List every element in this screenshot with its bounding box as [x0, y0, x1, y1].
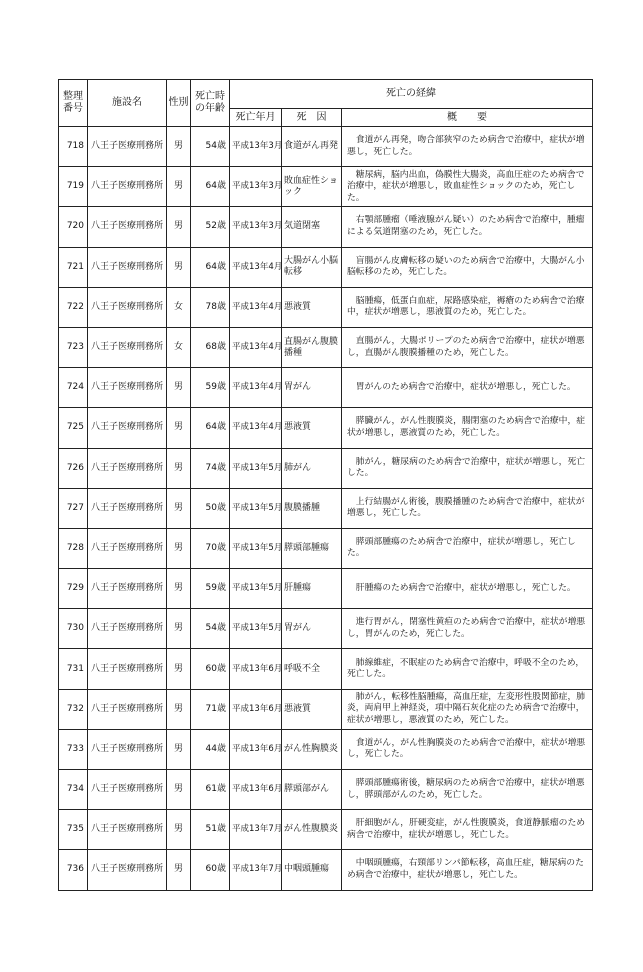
- age-at-death-cell: [191, 609, 230, 649]
- row-number-text: 727: [66, 502, 84, 513]
- row-number-cell: [59, 287, 88, 327]
- summary-text: 右顎部腫瘤（唾液腺がん疑い）のため病舎で治療中，腫瘤による気道閉塞のため，死亡した。: [347, 215, 585, 237]
- table-row: [59, 167, 593, 207]
- row-number-text: 728: [66, 542, 84, 553]
- death-date-text: 平成13年3月: [232, 141, 283, 152]
- cause-of-death-cell: [282, 247, 342, 287]
- cause-of-death-text: 膵頭部腫瘍: [284, 542, 330, 553]
- summary-cell: [342, 528, 593, 568]
- age-at-death-text: 51歳: [205, 824, 226, 835]
- facility-name-cell: [88, 609, 167, 649]
- summary-text: 胃がんのため病舎で治療中，症状が増悪し，死亡した。: [355, 381, 576, 392]
- table-row: [59, 327, 593, 367]
- table-row: [59, 368, 593, 408]
- row-number-cell: [59, 488, 88, 528]
- summary-text: 肝細胞がん，肝硬変症，がん性腹膜炎，食道静脈瘤のため病舎で治療中，症状が増悪し，死亡した。: [347, 818, 586, 840]
- cause-of-death-text: 肝腫瘍: [284, 583, 312, 594]
- sex-cell: [167, 569, 191, 609]
- death-date-text: 平成13年6月: [232, 663, 283, 674]
- sex-cell: [167, 247, 191, 287]
- sex-text: 男: [173, 703, 183, 714]
- facility-name-cell: [88, 167, 167, 207]
- row-number-text: 734: [66, 784, 84, 795]
- facility-name-cell: [88, 810, 167, 850]
- death-date-text: 平成13年7月: [232, 824, 283, 835]
- summary-cell: [342, 569, 593, 609]
- facility-name-cell: [88, 127, 167, 167]
- header-sex: 性別: [167, 80, 191, 127]
- facility-name-cell: [88, 850, 167, 890]
- cause-of-death-text: 腹膜播腫: [284, 502, 321, 513]
- facility-name-text: 八王子医療刑務所: [90, 743, 163, 754]
- table-body: [59, 127, 593, 891]
- death-date-cell: [230, 167, 282, 207]
- age-at-death-text: 71歳: [205, 703, 226, 714]
- row-number-cell: [59, 408, 88, 448]
- cause-of-death-cell: [282, 689, 342, 729]
- sex-text: 男: [173, 502, 183, 513]
- row-number-cell: [59, 689, 88, 729]
- row-number-cell: [59, 327, 88, 367]
- death-date-text: 平成13年4月: [232, 261, 283, 272]
- facility-name-text: 八王子医療刑務所: [90, 261, 163, 272]
- death-date-text: 平成13年4月: [232, 382, 283, 393]
- summary-text: 食道がん再発，吻合部狭窄のため病舎で治療中，症状が増悪し，死亡した。: [347, 135, 585, 157]
- death-date-text: 平成13年5月: [232, 583, 283, 594]
- death-date-text: 平成13年5月: [232, 623, 283, 634]
- header-date: 死亡年月: [230, 109, 282, 127]
- sex-cell: [167, 327, 191, 367]
- death-date-cell: [230, 247, 282, 287]
- sex-text: 男: [173, 261, 183, 272]
- facility-name-cell: [88, 488, 167, 528]
- header-facility: 施設名: [88, 80, 167, 127]
- death-date-text: 平成13年5月: [232, 462, 283, 473]
- sex-cell: [167, 649, 191, 689]
- facility-name-text: 八王子医療刑務所: [90, 824, 163, 835]
- death-date-text: 平成13年3月: [232, 221, 283, 232]
- facility-name-text: 八王子医療刑務所: [90, 502, 163, 513]
- sex-cell: [167, 448, 191, 488]
- summary-cell: [342, 327, 593, 367]
- summary-cell: [342, 448, 593, 488]
- sex-text: 男: [173, 623, 183, 634]
- cause-of-death-text: 直腸がん腹膜播種: [284, 336, 339, 358]
- row-number-text: 719: [66, 181, 84, 192]
- sex-cell: [167, 167, 191, 207]
- row-number-text: 729: [66, 583, 84, 594]
- row-number-text: 730: [66, 623, 84, 634]
- summary-text: 中咽頭腫瘍，右頸部リンパ節転移，高血圧症，糖尿病のため病舎で治療中，症状が増悪し，死亡した。: [347, 858, 584, 880]
- summary-cell: [342, 609, 593, 649]
- cause-of-death-cell: [282, 287, 342, 327]
- row-number-cell: [59, 368, 88, 408]
- age-at-death-cell: [191, 327, 230, 367]
- sex-text: 男: [173, 663, 183, 674]
- facility-name-text: 八王子医療刑務所: [90, 663, 163, 674]
- age-at-death-text: 54歳: [205, 141, 226, 152]
- row-number-text: 723: [66, 342, 84, 353]
- table-row: [59, 448, 593, 488]
- age-at-death-text: 70歳: [205, 542, 226, 553]
- death-date-text: 平成13年4月: [232, 422, 283, 433]
- cause-of-death-text: がん性腹膜炎: [284, 824, 339, 835]
- sex-text: 男: [173, 382, 183, 393]
- death-date-cell: [230, 810, 282, 850]
- age-at-death-cell: [191, 649, 230, 689]
- facility-name-text: 八王子医療刑務所: [90, 382, 163, 393]
- age-at-death-text: 60歳: [205, 663, 226, 674]
- sex-text: 男: [173, 462, 183, 473]
- facility-name-cell: [88, 729, 167, 769]
- facility-name-text: 八王子医療刑務所: [90, 623, 163, 634]
- death-date-cell: [230, 609, 282, 649]
- cause-of-death-text: 悪液質: [284, 703, 312, 714]
- cause-of-death-cell: [282, 770, 342, 810]
- age-at-death-text: 64歳: [205, 181, 226, 192]
- cause-of-death-cell: [282, 569, 342, 609]
- facility-name-cell: [88, 287, 167, 327]
- death-date-cell: [230, 448, 282, 488]
- age-at-death-cell: [191, 729, 230, 769]
- cause-of-death-text: 悪液質: [284, 301, 312, 312]
- death-record-sheet: [58, 79, 593, 891]
- age-at-death-text: 61歳: [205, 784, 226, 795]
- sex-text: 男: [173, 422, 183, 433]
- sex-cell: [167, 770, 191, 810]
- age-at-death-text: 52歳: [205, 221, 226, 232]
- sex-cell: [167, 127, 191, 167]
- age-at-death-cell: [191, 207, 230, 247]
- cause-of-death-cell: [282, 207, 342, 247]
- age-at-death-text: 78歳: [205, 301, 226, 312]
- facility-name-text: 八王子医療刑務所: [90, 784, 163, 795]
- sex-cell: [167, 488, 191, 528]
- summary-cell: [342, 649, 593, 689]
- row-number-text: 718: [66, 141, 84, 152]
- table-row: [59, 609, 593, 649]
- sex-cell: [167, 207, 191, 247]
- death-date-cell: [230, 287, 282, 327]
- row-number-cell: [59, 528, 88, 568]
- facility-name-text: 八王子医療刑務所: [90, 542, 163, 553]
- cause-of-death-cell: [282, 649, 342, 689]
- sex-text: 男: [173, 542, 183, 553]
- facility-name-cell: [88, 408, 167, 448]
- cause-of-death-text: 膵頭部がん: [284, 784, 330, 795]
- age-at-death-cell: [191, 247, 230, 287]
- summary-text: 進行胃がん，閉塞性黄疸のため病舎で治療中，症状が増悪し，胃がんのため，死亡した。: [347, 617, 586, 639]
- age-at-death-text: 59歳: [205, 583, 226, 594]
- sex-text: 男: [173, 583, 183, 594]
- facility-name-cell: [88, 528, 167, 568]
- row-number-cell: [59, 649, 88, 689]
- summary-text: 直腸がん，大腸ポリープのため病舎で治療中，症状が増悪し，直腸がん腹膜播種のため，死亡した。: [347, 336, 585, 358]
- cause-of-death-cell: [282, 488, 342, 528]
- age-at-death-cell: [191, 528, 230, 568]
- cause-of-death-text: 食道がん再発: [284, 141, 339, 152]
- row-number-text: 733: [66, 743, 84, 754]
- row-number-text: 720: [66, 221, 84, 232]
- facility-name-cell: [88, 368, 167, 408]
- age-at-death-cell: [191, 368, 230, 408]
- age-at-death-text: 44歳: [205, 743, 226, 754]
- cause-of-death-cell: [282, 448, 342, 488]
- death-date-cell: [230, 569, 282, 609]
- header-course: 死亡の経緯: [230, 80, 593, 109]
- death-date-text: 平成13年5月: [232, 542, 283, 553]
- summary-cell: [342, 287, 593, 327]
- age-at-death-text: 60歳: [205, 864, 226, 875]
- death-date-cell: [230, 689, 282, 729]
- cause-of-death-cell: [282, 327, 342, 367]
- facility-name-text: 八王子医療刑務所: [90, 141, 163, 152]
- age-at-death-cell: [191, 408, 230, 448]
- table-row: [59, 287, 593, 327]
- facility-name-cell: [88, 689, 167, 729]
- summary-cell: [342, 850, 593, 890]
- sex-cell: [167, 850, 191, 890]
- cause-of-death-text: 悪液質: [284, 422, 312, 433]
- summary-cell: [342, 408, 593, 448]
- death-date-cell: [230, 850, 282, 890]
- summary-cell: [342, 368, 593, 408]
- summary-text: 膵頭部腫瘍術後，糖尿病のため病舎で治療中，症状が増悪し，膵頭部がんのため，死亡した。: [347, 778, 585, 800]
- facility-name-text: 八王子医療刑務所: [90, 301, 163, 312]
- table-row: [59, 408, 593, 448]
- facility-name-text: 八王子医療刑務所: [90, 864, 163, 875]
- sex-text: 男: [173, 181, 183, 192]
- row-number-cell: [59, 569, 88, 609]
- summary-text: 上行結腸がん術後，腹膜播腫のため病舎で治療中，症状が増悪し，死亡した。: [347, 496, 585, 519]
- summary-cell: [342, 488, 593, 528]
- death-date-cell: [230, 770, 282, 810]
- death-date-text: 平成13年6月: [232, 743, 283, 754]
- summary-text: 肺がん，転移性脳腫瘍，高血圧症，左変形性股関節症，肺炎，両肩甲上神経炎，項中隔石灰化症のため病舎で治療中，症状が増悪し，悪液質のため，死亡した。: [347, 691, 586, 725]
- sex-text: 男: [173, 784, 183, 795]
- sex-text: 男: [173, 864, 183, 875]
- facility-name-cell: [88, 207, 167, 247]
- age-at-death-text: 59歳: [205, 382, 226, 393]
- row-number-cell: [59, 167, 88, 207]
- facility-name-cell: [88, 448, 167, 488]
- row-number-text: 735: [66, 824, 84, 835]
- sex-text: 男: [173, 824, 183, 835]
- table-row: [59, 810, 593, 850]
- sex-cell: [167, 528, 191, 568]
- sex-cell: [167, 689, 191, 729]
- age-at-death-cell: [191, 569, 230, 609]
- death-date-text: 平成13年5月: [232, 502, 283, 513]
- summary-cell: [342, 689, 593, 729]
- facility-name-cell: [88, 569, 167, 609]
- facility-name-text: 八王子医療刑務所: [90, 422, 163, 433]
- facility-name-text: 八王子医療刑務所: [90, 221, 163, 232]
- table-row: [59, 649, 593, 689]
- facility-name-text: 八王子医療刑務所: [90, 181, 163, 192]
- facility-name-cell: [88, 247, 167, 287]
- table-row: [59, 569, 593, 609]
- row-number-text: 722: [66, 301, 84, 312]
- summary-text: 肺がん，糖尿病のため病舎で治療中，症状が増悪し，死亡した。: [347, 456, 586, 479]
- row-number-text: 726: [66, 462, 84, 473]
- age-at-death-cell: [191, 287, 230, 327]
- summary-text: 盲腸がん皮膚転移の疑いのため病舎で治療中，大腸がん小脳転移のため，死亡した。: [347, 255, 585, 278]
- age-at-death-text: 68歳: [205, 342, 226, 353]
- facility-name-cell: [88, 770, 167, 810]
- age-at-death-text: 74歳: [205, 462, 226, 473]
- facility-name-text: 八王子医療刑務所: [90, 703, 163, 714]
- death-date-text: 平成13年6月: [232, 703, 283, 714]
- death-record-table: [58, 79, 593, 891]
- cause-of-death-text: 胃がん: [284, 382, 312, 393]
- cause-of-death-text: がん性胸膜炎: [284, 743, 339, 754]
- death-date-cell: [230, 729, 282, 769]
- facility-name-cell: [88, 649, 167, 689]
- cause-of-death-cell: [282, 729, 342, 769]
- summary-text: 膵頭部腫瘍のため病舎で治療中，症状が増悪し，死亡した。: [347, 536, 576, 559]
- sex-cell: [167, 408, 191, 448]
- sex-text: 女: [173, 342, 183, 353]
- age-at-death-cell: [191, 689, 230, 729]
- death-date-text: 平成13年6月: [232, 784, 283, 795]
- death-date-text: 平成13年4月: [232, 342, 283, 353]
- summary-text: 肺線維症，不眠症のため病舎で治療中，呼吸不全のため，死亡した。: [347, 657, 585, 680]
- death-date-cell: [230, 488, 282, 528]
- death-date-cell: [230, 327, 282, 367]
- summary-text: 糖尿病，脳内出血，偽膜性大腸炎，高血圧症のため病舎で治療中，症状が増悪し，敗血症性ショックのため，死亡した。: [347, 169, 585, 203]
- table-row: [59, 770, 593, 810]
- row-number-cell: [59, 850, 88, 890]
- death-date-text: 平成13年4月: [232, 301, 283, 312]
- age-at-death-cell: [191, 448, 230, 488]
- cause-of-death-cell: [282, 368, 342, 408]
- age-at-death-text: 64歳: [205, 261, 226, 272]
- table-row: [59, 729, 593, 769]
- cause-of-death-text: 敗血症性ショック: [284, 175, 338, 197]
- row-number-cell: [59, 448, 88, 488]
- death-date-cell: [230, 408, 282, 448]
- death-date-cell: [230, 649, 282, 689]
- cause-of-death-text: 中咽頭腫瘍: [284, 864, 330, 875]
- row-number-text: 736: [66, 864, 84, 875]
- death-date-text: 平成13年7月: [232, 864, 283, 875]
- header-summary: 概 要: [342, 109, 593, 127]
- facility-name-cell: [88, 327, 167, 367]
- header-cause: 死 因: [282, 109, 342, 127]
- summary-text: 脳腫瘍，低蛋白血症，尿路感染症，褥瘡のため病舎で治療中，症状が増悪し，悪液質のため，死亡した。: [347, 295, 585, 318]
- table-row: [59, 488, 593, 528]
- cause-of-death-cell: [282, 810, 342, 850]
- sex-text: 男: [173, 221, 183, 232]
- summary-text: 膵臓がん，がん性腹膜炎，腸閉塞のため病舎で治療中，症状が増悪し，悪液質のため，死亡した。: [347, 416, 586, 438]
- summary-cell: [342, 810, 593, 850]
- age-at-death-text: 54歳: [205, 623, 226, 634]
- row-number-cell: [59, 207, 88, 247]
- sex-cell: [167, 609, 191, 649]
- cause-of-death-text: 肺がん: [284, 462, 312, 473]
- summary-text: 肝腫瘍のため病舎で治療中，症状が増悪し，死亡した。: [355, 582, 576, 593]
- summary-cell: [342, 207, 593, 247]
- facility-name-text: 八王子医療刑務所: [90, 583, 163, 594]
- cause-of-death-text: 胃がん: [284, 623, 312, 634]
- cause-of-death-text: 大腸がん小脳転移: [284, 256, 339, 278]
- sex-cell: [167, 729, 191, 769]
- summary-cell: [342, 770, 593, 810]
- facility-name-text: 八王子医療刑務所: [90, 462, 163, 473]
- age-at-death-cell: [191, 127, 230, 167]
- table-row: [59, 247, 593, 287]
- summary-cell: [342, 167, 593, 207]
- cause-of-death-text: 呼吸不全: [284, 663, 321, 674]
- cause-of-death-cell: [282, 408, 342, 448]
- sex-cell: [167, 810, 191, 850]
- row-number-text: 731: [66, 663, 84, 674]
- row-number-cell: [59, 810, 88, 850]
- death-date-cell: [230, 207, 282, 247]
- header-age: 死亡時 の年齢: [191, 80, 230, 127]
- row-number-text: 724: [66, 382, 84, 393]
- death-date-cell: [230, 127, 282, 167]
- death-date-cell: [230, 368, 282, 408]
- summary-cell: [342, 127, 593, 167]
- age-at-death-cell: [191, 850, 230, 890]
- row-number-text: 725: [66, 422, 84, 433]
- death-date-cell: [230, 528, 282, 568]
- row-number-cell: [59, 247, 88, 287]
- cause-of-death-text: 気道閉塞: [284, 221, 321, 232]
- row-number-cell: [59, 127, 88, 167]
- age-at-death-text: 50歳: [205, 502, 226, 513]
- age-at-death-cell: [191, 167, 230, 207]
- summary-text: 食道がん，がん性胸膜炎のため病舎で治療中，症状が増悪し，死亡した。: [347, 737, 586, 760]
- sex-text: 女: [173, 301, 183, 312]
- table-row: [59, 689, 593, 729]
- age-at-death-cell: [191, 810, 230, 850]
- row-number-cell: [59, 609, 88, 649]
- cause-of-death-cell: [282, 167, 342, 207]
- death-date-text: 平成13年3月: [232, 181, 283, 192]
- table-row: [59, 127, 593, 167]
- table-row: [59, 207, 593, 247]
- row-number-cell: [59, 770, 88, 810]
- sex-text: 男: [173, 141, 183, 152]
- row-number-text: 732: [66, 703, 84, 714]
- summary-cell: [342, 247, 593, 287]
- age-at-death-text: 64歳: [205, 422, 226, 433]
- table-row: [59, 528, 593, 568]
- sex-text: 男: [173, 743, 183, 754]
- age-at-death-cell: [191, 770, 230, 810]
- cause-of-death-cell: [282, 850, 342, 890]
- sex-cell: [167, 368, 191, 408]
- row-number-cell: [59, 729, 88, 769]
- cause-of-death-cell: [282, 609, 342, 649]
- cause-of-death-cell: [282, 127, 342, 167]
- cause-of-death-cell: [282, 528, 342, 568]
- sex-cell: [167, 287, 191, 327]
- summary-cell: [342, 729, 593, 769]
- header-no: 整理 番号: [59, 80, 88, 127]
- facility-name-text: 八王子医療刑務所: [90, 342, 163, 353]
- age-at-death-cell: [191, 488, 230, 528]
- row-number-text: 721: [66, 261, 84, 272]
- table-row: [59, 850, 593, 890]
